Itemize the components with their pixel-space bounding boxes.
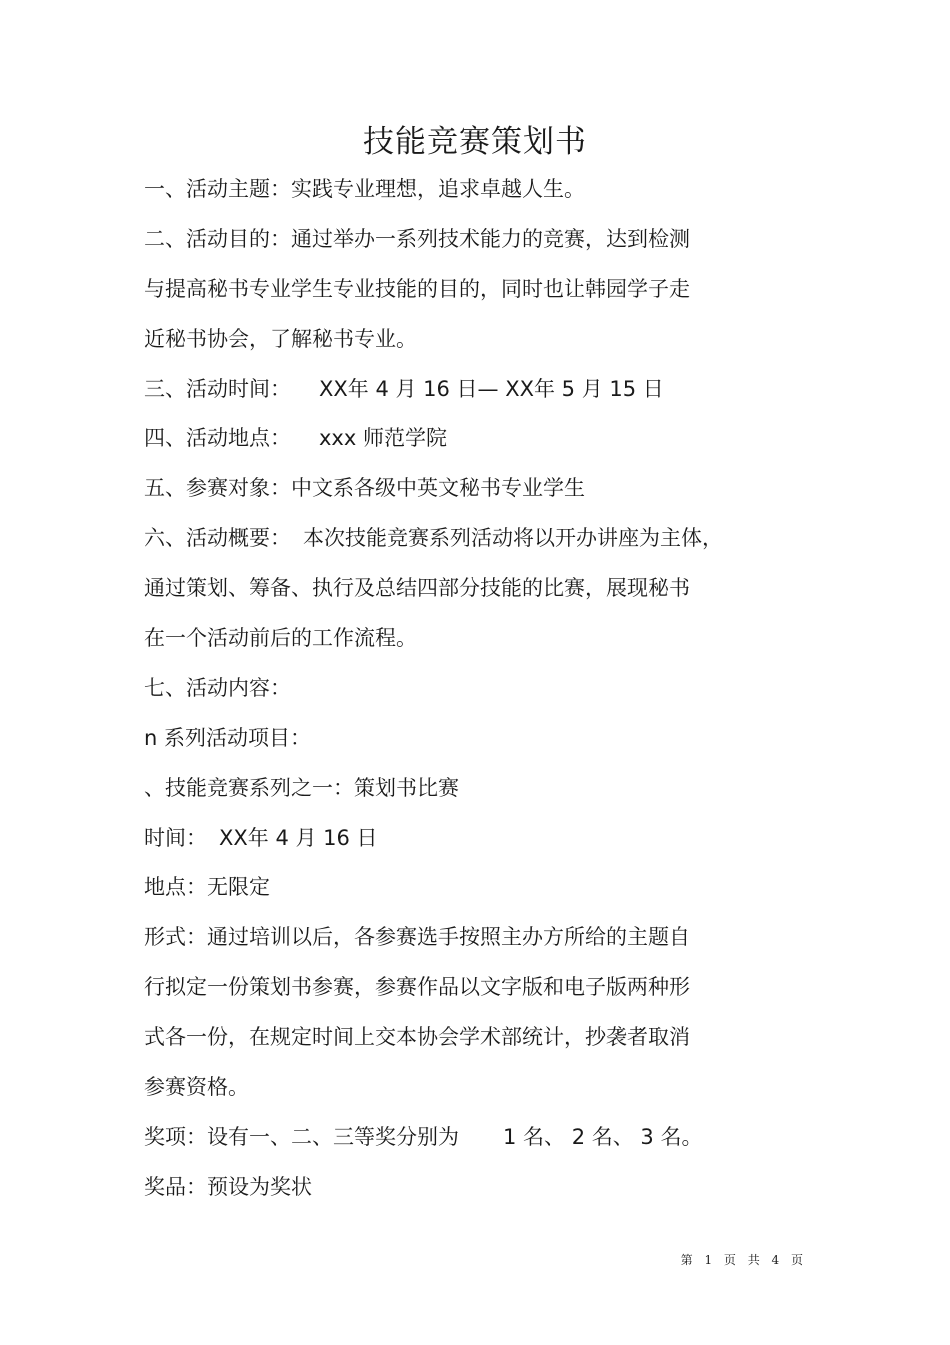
paragraph-line: 七、活动内容： (144, 675, 291, 700)
line-value: 1 名、 2 名、 3 名。 (503, 1124, 703, 1149)
paragraph-line (144, 1113, 784, 1163)
document-title: 技能竞赛策划书 (363, 124, 587, 160)
paragraph-line (144, 365, 784, 415)
line-value: XX年 4 月 16 日 (219, 825, 378, 850)
paragraph-line: 奖品：预设为奖状 (144, 1174, 312, 1199)
paragraph-line (144, 514, 784, 564)
paragraph-line: 二、活动目的：通过举办一系列技术能力的竞赛，达到检测 (144, 226, 690, 251)
paragraph-line: 、技能竞赛系列之一：策划书比赛 (144, 775, 459, 800)
paragraph-line: 式各一份，在规定时间上交本协会学术部统计，抄袭者取消 (144, 1025, 690, 1050)
paragraph-line: 行拟定一份策划书参赛，参赛作品以文字版和电子版两种形 (144, 975, 690, 1000)
paragraph-line: 一、活动主题：实践专业理想，追求卓越人生。 (144, 177, 585, 201)
line-value: XX年 4 月 16 日— XX年 5 月 15 日 (319, 376, 664, 401)
line-label: 时间： (144, 825, 207, 850)
paragraph-line (144, 814, 784, 864)
page-number: 第 1 页 共 4 页 (680, 1253, 807, 1267)
line-value: 本次技能竞赛系列活动将以开办讲座为主体， (303, 526, 723, 551)
line-label: 三、活动时间： (144, 376, 291, 401)
line-label: 六、活动概要： (144, 526, 291, 551)
paragraph-line: 近秘书协会，了解秘书专业。 (144, 326, 417, 351)
paragraph-line: 参赛资格。 (144, 1075, 249, 1100)
line-value: xxx 师范学院 (319, 426, 447, 451)
paragraph-line: 地点：无限定 (144, 875, 270, 900)
paragraph-line: 五、参赛对象：中文系各级中英文秘书专业学生 (144, 476, 585, 501)
paragraph-line: 在一个活动前后的工作流程。 (144, 626, 417, 651)
paragraph-line (144, 414, 784, 464)
document-body (144, 165, 784, 1213)
paragraph-line: 形式：通过培训以后，各参赛选手按照主办方所给的主题自 (144, 925, 690, 950)
paragraph-line: n 系列活动项目： (144, 725, 311, 750)
line-label: 奖项：设有一、二、三等奖分别为 (144, 1124, 459, 1149)
paragraph-line: 通过策划、筹备、执行及总结四部分技能的比赛，展现秘书 (144, 576, 690, 601)
paragraph-line: 与提高秘书专业学生专业技能的目的，同时也让韩园学子走 (144, 276, 690, 301)
line-label: 四、活动地点： (144, 426, 291, 451)
